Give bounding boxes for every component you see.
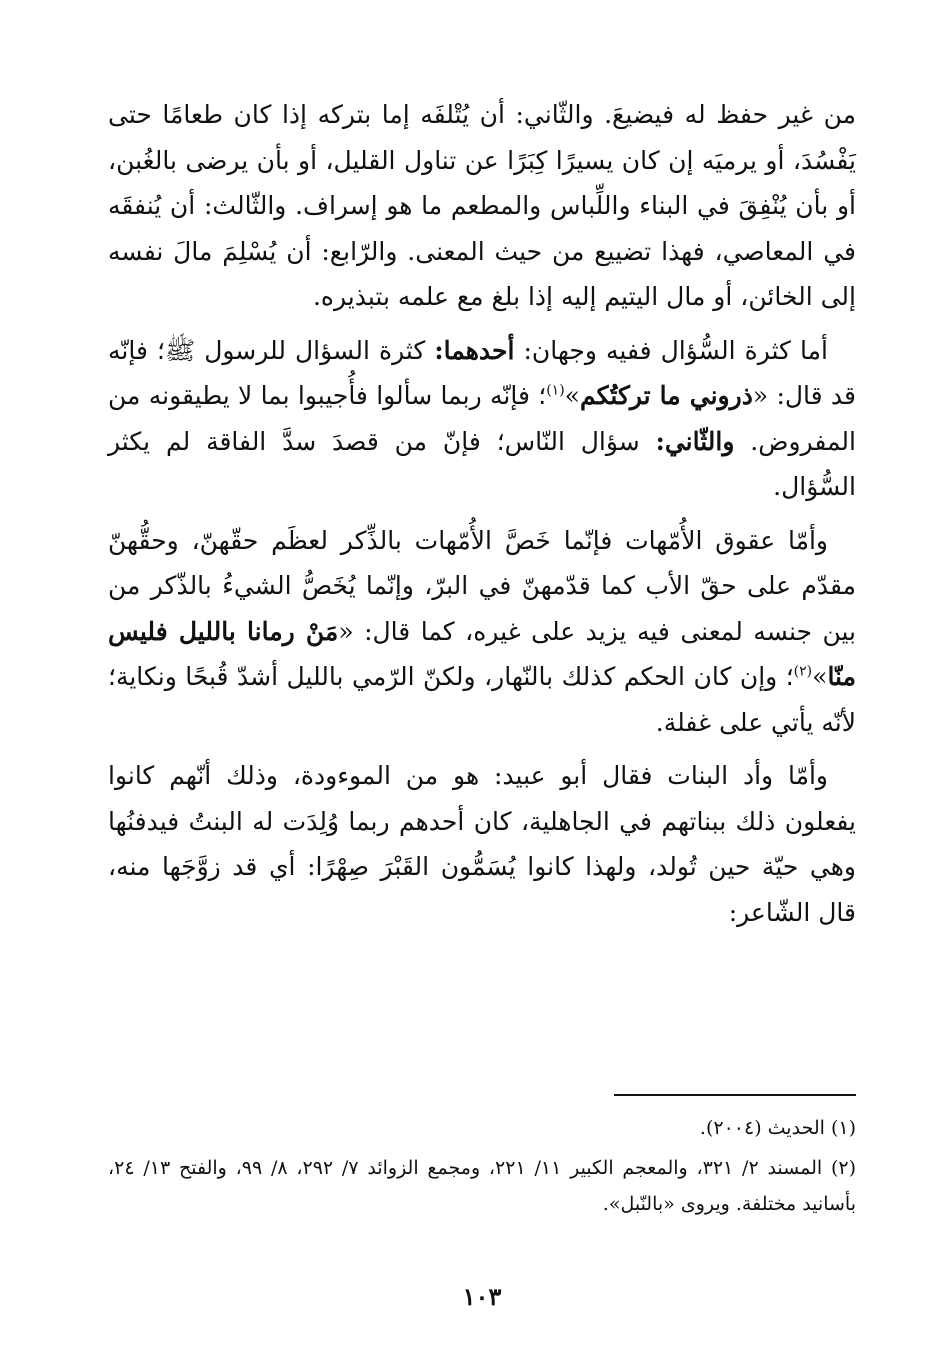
- footnote-1: (١) الحديث (٢٠٠٤).: [699, 1117, 856, 1139]
- hadith-quote-1: ذروني ما تركتُكم: [579, 381, 753, 410]
- paragraph-2-pre: أما كثرة السُّؤال ففيه وجهان:: [514, 335, 828, 365]
- footnote-ref-1: (١): [546, 382, 565, 399]
- paragraph-2: [108, 328, 856, 510]
- hadith-quote-2: مَنْ رمانا بالليل فليس منّا: [108, 616, 856, 691]
- paragraph-2-mid-1: كثرة السؤال للرسول ﷺ؛ فإنّه قد قال: «: [108, 335, 856, 410]
- paragraph-2-bold-second: والثّاني:: [655, 426, 735, 456]
- paragraph-1: [108, 92, 856, 320]
- paragraph-4-text: وأمّا وأد البنات فقال أبو عبيد: هو من الموءودة، وذلك أنّهم كانوا يفعلون ذلك ببناتهم في الجاهلية، كان أحدهم ربما وُلِدَت له البنتُ فيدفنُها وهي حيّة حين تُولد، ولهذا كانوا يُسَمُّون القَبْرَ صِهْرًا: أي قد زوَّجَها منه، قال الشّاعر:: [108, 761, 856, 927]
- page-number: ١٠٣: [462, 1282, 502, 1311]
- page-content: [108, 92, 856, 1342]
- footnote-2: (٢) المسند ٢/ ٣٢١، والمعجم الكبير ١١/ ٢٢١، ومجمع الزوائد ٧/ ٢٩٢، ٨/ ٩٩، والفتح ١٣/ ٢٤، بأسانيد مختلفة. ويروى «بالنّبل».: [108, 1157, 856, 1215]
- footnote-ref-2: (٢): [793, 663, 813, 680]
- paragraph-2-mid-2: »: [564, 381, 580, 410]
- paragraph-3-post: ؛ وإن كان الحكم كذلك بالنّهار، ولكنّ الرّمي بالليل أشدّ قُبحًا ونكاية؛ لأنّه يأتي على غفلة.: [108, 662, 856, 737]
- paragraph-2-bold-first: أحدهما:: [434, 335, 515, 365]
- paragraph-4: [108, 753, 856, 935]
- paragraph-3-pre: وأمّا عقوق الأُمّهات فإنّما خَصَّ الأُمّهات بالذِّكر لعظَم حقّهنّ، وحقُّهنّ مقدّم على حقّ الأب كما قدّمهنّ في البرّ، وإنّما يُخَصُّ الشيءُ بالذّكر من بين جنسه لمعنى فيه يزيد على غيره، كما قال: «: [108, 525, 856, 646]
- paragraph-2-post: سؤال النّاس؛ فإنّ من قصدَ سدَّ الفاقة لم يكثر السُّؤال.: [108, 426, 856, 501]
- footnote-divider: [614, 1094, 856, 1096]
- paragraph-1-text: من غير حفظ له فيضيعَ. والثّاني: أن يُتْلفَه إما بتركه إذا كان طعامًا حتى يَفْسُدَ، أو يرميَه إن كان يسيرًا كِبَرًا عن تناول القليل، أو بأن يرضى بالغُبن، أو بأن يُنْفِقَ في البناء واللِّباس والمطعم ما هو إسراف. والثّالث: أن يُنفقَه في المعاصي، فهذا تضييع من حيث المعنى. والرّابع: أن يُسْلِمَ مالَ نفسه إلى الخائن، أو مال اليتيم إليه إذا بلغ مع علمه بتبذيره.: [108, 100, 856, 311]
- paragraph-3: [108, 518, 856, 746]
- paragraph-3-mid-1: »: [812, 662, 828, 691]
- paragraph-2-mid-3: ؛ فإنّه ربما سألوا فأُجيبوا بما لا يطيقونه من المفروض.: [108, 381, 856, 456]
- footnotes: [108, 1110, 856, 1226]
